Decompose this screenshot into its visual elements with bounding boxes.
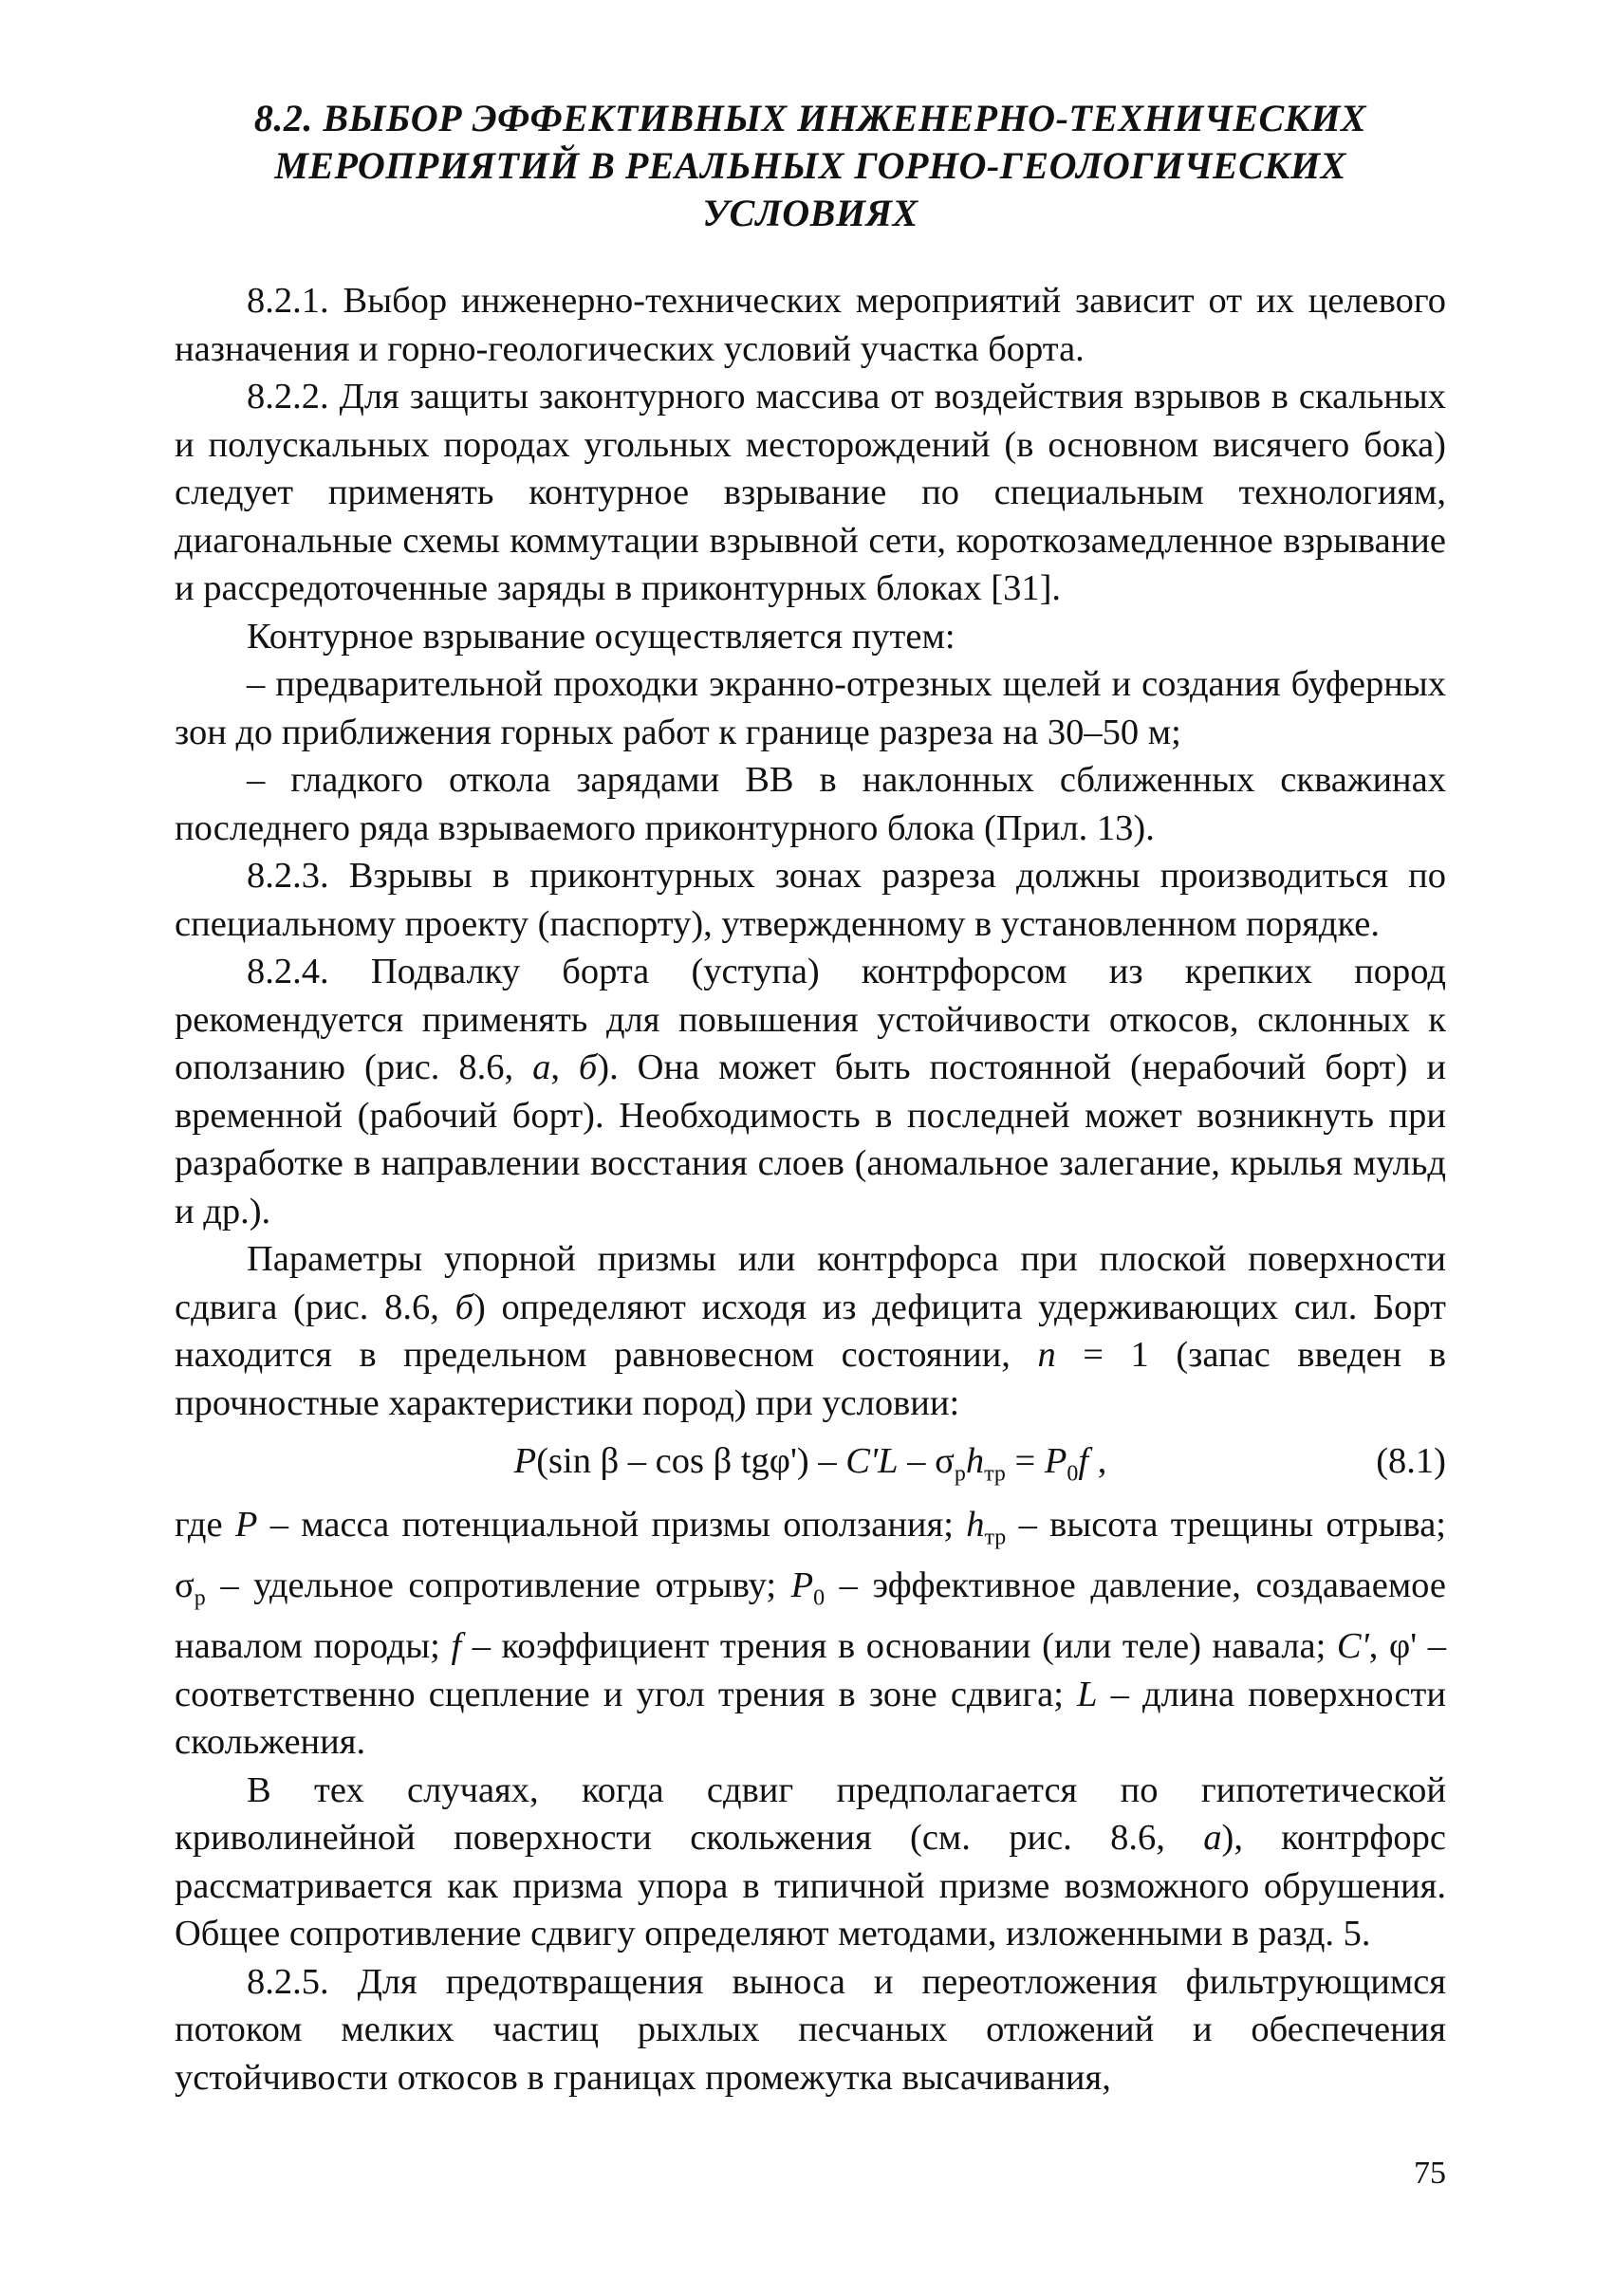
paragraph-formula-legend: где P – масса потенциальной призмы оползания; $h_{тр}$ – высота трещины отрыва; $\sigma_р$ – удельное сопротивление отрыву; $P_0$ – эффективное давление, создаваемое навалом породы; f – коэффициент трения в основании (или теле) навала; C', φ' – соответственно сцепление и угол трения в зоне сдвига; L – длина поверхности скольжения. <box>175 1505 1446 1763</box>
paragraph-curvilinear-shear: В тех случаях, когда сдвиг предполагается по гипотетической криволинейной поверхности скольжения (см. рис. 8.6, а), контрфорс рассматривается как призма упора в типичной призме возможного обрушения. Общее сопротивление сдвигу определяют методами, изложенными в разд. 5. <box>175 1769 1446 1954</box>
paragraph-8-2-1: 8.2.1. Выбор инженерно-технических мероприятий зависит от их целевого назначения и горно-геологических условий участка борта. <box>175 281 1446 369</box>
heading-line-3: УСЛОВИЯХ <box>702 192 918 234</box>
formula-expression: P(sin β – cos β $tg\varphi') - C'L - \sigma_рh_{тр} = P_0f$ , <box>513 1441 1107 1487</box>
page-number: 75 <box>1414 2156 1446 2191</box>
paragraph-prism-parameters: Параметры упорной призмы или контрфорса при плоской поверхности сдвига (рис. 8.6, б) определяют исходя из дефицита удерживающих сил. Борт находится в предельном равновесном состоянии, n = 1 (запас введен в прочностные характеристики пород) при условии: <box>175 1239 1446 1423</box>
list-item-smooth-blasting: – гладкого откола зарядами ВВ в наклонных сближенных скважинах последнего ряда взрываемого приконтурного блока (Прил. 13). <box>175 760 1446 848</box>
formula-8-1 <box>175 1433 1446 1490</box>
list-item-preliminary-cutting: – предварительной проходки экранно-отрезных щелей и создания буферных зон до приближения горных работ к границе разреза на 30–50 м; <box>175 664 1446 752</box>
heading-line-2: МЕРОПРИЯТИЙ В РЕАЛЬНЫХ ГОРНО-ГЕОЛОГИЧЕСКИХ <box>274 144 1346 187</box>
section-heading <box>175 95 1446 237</box>
paragraph-8-2-5: 8.2.5. Для предотвращения выноса и переотложения фильтрующимся потоком мелких частиц рыхлых песчаных отложений и обеспечения устойчивости откосов в границах промежутка высачивания, <box>175 1961 1446 2098</box>
document-page <box>175 95 1446 2102</box>
paragraph-contour-blasting: Контурное взрывание осуществляется путем: <box>247 616 955 657</box>
paragraph-8-2-3: 8.2.3. Взрывы в приконтурных зонах разреза должны производиться по специальному проекту (паспорту), утвержденному в установленном порядке. <box>175 856 1446 944</box>
heading-line-1: 8.2. ВЫБОР ЭФФЕКТИВНЫХ ИНЖЕНЕРНО-ТЕХНИЧЕСКИХ <box>253 97 1367 139</box>
formula-number: (8.1) <box>1376 1441 1446 1481</box>
paragraph-8-2-2: 8.2.2. Для защиты законтурного массива от воздействия взрывов в скальных и полускальных породах угольных месторождений (в основном висячего бока) следует применять контурное взрывание по специальным технологиям, диагональные схемы коммутации взрывной сети, короткозамедленное взрывание и рассредоточенные заряды в приконтурных блоках [31]. <box>175 377 1446 608</box>
paragraph-8-2-4: 8.2.4. Подвалку борта (уступа) контрфорсом из крепких пород рекомендуется применять для повышения устойчивости откосов, склонных к оползанию (рис. 8.6, а, б). Она может быть постоянной (нерабочий борт) и временной (рабочий борт). Необходимость в последней может возникнуть при разработке в направлении восстания слоев (аномальное залегание, крылья мульд и др.). <box>175 952 1446 1231</box>
